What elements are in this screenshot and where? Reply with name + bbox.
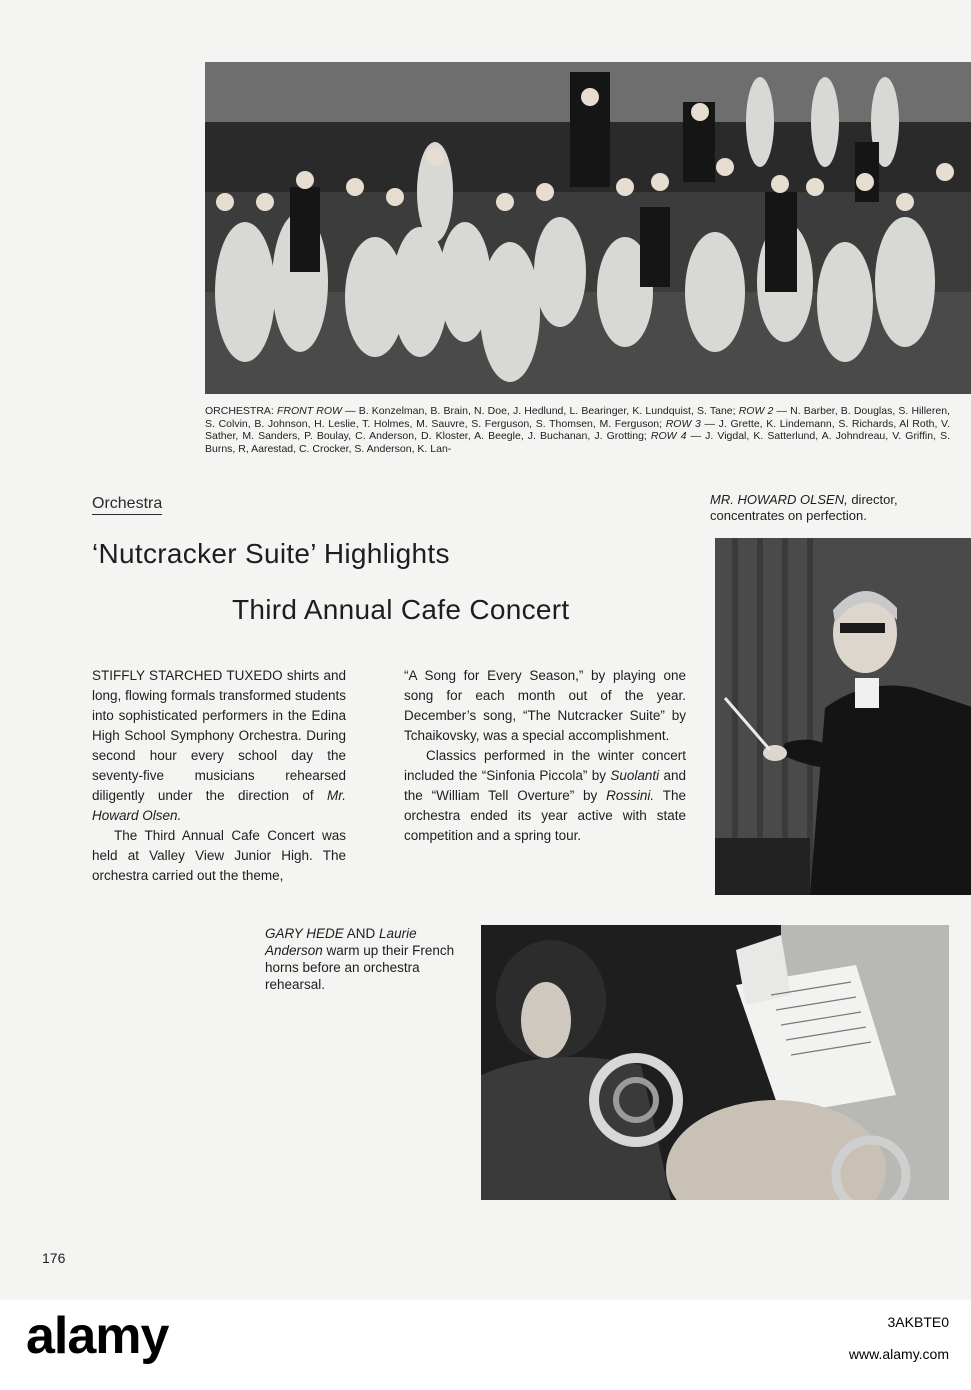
caption-row1-names: — B. Konzelman, B. Brain, N. Doe, J. Hedlund, L. Bearinger, K. Lundquist, S. Tane; <box>345 405 736 417</box>
horn-caption-and: AND <box>343 926 380 941</box>
caption-row2-names: — N. Barber, B. Douglas, S. Hilleren, S. Colvin, B. Johnson, H. Leslie, T. Holmes, M. Sauvre, S. Ferguson, S. Thomsen, M. Ferguson; <box>205 405 950 430</box>
page-number: 176 <box>42 1250 66 1266</box>
headline-line2: Third Annual Cafe Concert <box>232 594 570 625</box>
horn-players-photo <box>481 925 949 1200</box>
watermark-image-id: 3AKBTE0 <box>887 1314 949 1330</box>
group-photo-art <box>205 62 971 394</box>
director-role: director, <box>847 492 898 507</box>
caption-row4-label: ROW 4 <box>650 430 687 442</box>
director-photo-art <box>715 538 971 895</box>
caption-row3-names: — J. Grette, K. Lindemann, S. Richards, Al Roth, V. Sather, M. Sanders, P. Boulay, C. Anderson, D. Kloster, A. Beegle, J. Buchanan, J. Grotting; <box>205 417 950 442</box>
caption-row2-label: ROW 2 <box>738 405 774 417</box>
director-name: MR. HOWARD OLSEN, <box>710 492 848 507</box>
headline-line1: ‘Nutcracker Suite’ Highlights <box>92 538 450 569</box>
article-paragraph-3: “A Song for Every Season,” by playing one song for each month out of the year. December’s song, “The Nutcracker Suite” by Tchaikovsky, was a special accomplishment. <box>404 668 686 743</box>
article-p4-composer2: Rossini. <box>606 788 655 803</box>
article-paragraph-1 <box>92 666 346 826</box>
caption-orchestra-label: ORCHESTRA: <box>205 405 274 417</box>
horn-photo-art <box>481 925 949 1200</box>
group-photo-caption <box>205 405 950 455</box>
horn-caption-rest: warm up their French horns before an orchestra rehearsal. <box>265 943 455 992</box>
director-caption <box>710 492 970 524</box>
director-caption-line2: concentrates on perfection. <box>710 508 867 523</box>
article-column-2 <box>404 666 686 846</box>
article-p1-director: Mr. Howard Olsen. <box>92 788 346 823</box>
caption-row3-label: ROW 3 <box>665 417 701 430</box>
article-p4-text-c: The orchestra ended its year active with state competition and a spring tour. <box>404 788 686 843</box>
article-p4-composer1: Suolanti <box>610 768 660 783</box>
article-paragraph-2: The Third Annual Cafe Concert was held at Valley View Junior High. The orchestra carried out the theme, <box>92 828 346 883</box>
article-p4-text-b: and the “William Tell Overture” by <box>404 768 686 803</box>
director-photo <box>715 538 971 895</box>
caption-row4-names: — J. Vigdal, K. Satterlund, A. Johndreau, V. Griffin, S. Burns, R, Aarestad, C. Crocker, S. Anderson, K. Lan- <box>205 430 950 455</box>
article-column-1 <box>92 666 346 886</box>
horn-caption-name2: Laurie Anderson <box>265 926 417 958</box>
orchestra-group-photo <box>205 62 971 394</box>
horn-caption <box>265 925 465 993</box>
article-p1-text: STIFFLY STARCHED TUXEDO shirts and long, flowing formals transformed students into sophisticated performers in the Edina High School Symphony Orchestra. During second hour every school day the seventy-five musicians rehearsed diligently under the direction of <box>92 668 346 803</box>
horn-caption-name1: GARY HEDE <box>265 926 344 941</box>
watermark-url: www.alamy.com <box>848 1346 949 1362</box>
article-p4-text-a: Classics performed in the winter concert included the “Sinfonia Piccola” by <box>404 748 686 783</box>
caption-row1-label: FRONT ROW <box>276 405 342 417</box>
watermark-logo: alamy <box>26 1307 169 1365</box>
article-paragraph-4 <box>404 746 686 846</box>
section-label: Orchestra <box>92 495 162 515</box>
